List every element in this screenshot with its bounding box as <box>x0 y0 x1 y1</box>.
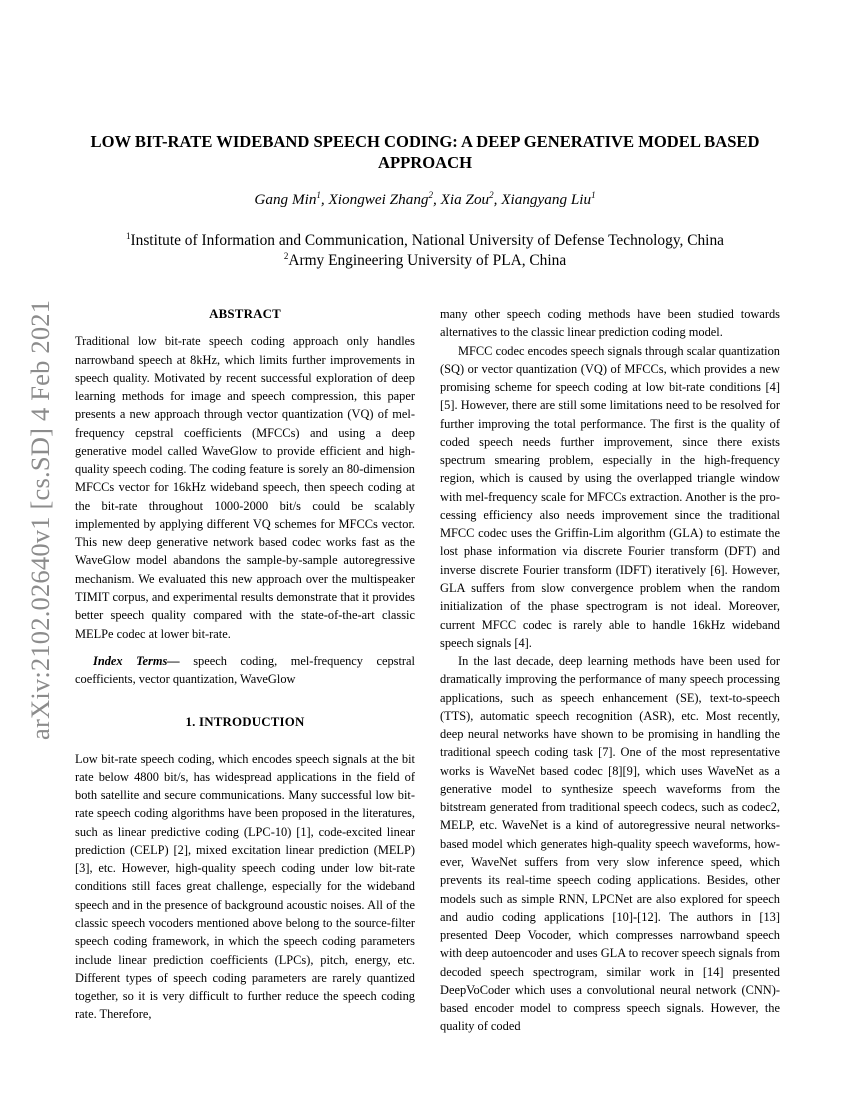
author-name: Xiangyang Liu <box>501 191 592 208</box>
intro-paragraph: In the last decade, deep learning methods have been used for dramatically improving the performance of many speech processing applications, such as speech enhancement (SE), text-to-speech (TTS), automatic speech recognition (ASR), etc. Most recently, deep neural networks have shown to be promising in handling the traditional speech coding task [7]. One of the most representative works is WaveNet based codec [8][9], which uses WaveNet as a generative model to synthesize speech waveforms from the bitstream generated from traditional speech codecs, such as codec2, MELP, etc. WaveNet is a kind of autoregressive neural networks-based model which generates high-quality speech waveforms, however, WaveNet suffers from very slow inference speed, which prevents its real-time speech coding applications. Besides, other models such as simple RNN, LPCNet are also explored for speech and audio coding applications [10]-[12]. The authors in [13] presented Deep Vocoder, which compresses narrowband speech with deep autoencoder and uses GLA to recover speech signals from decoded speech spectrogram, similar work in [14] presented DeepVoCoder which uses a convolutional neural network (CNN)-based encoder model to compress speech signals. However, the quality of coded <box>440 654 780 1034</box>
author-name: Xiongwei Zhang <box>328 191 429 208</box>
intro-paragraph: MFCC codec encodes speech signals through scalar quantization (SQ) or vector quantization (VQ) of MFCCs, which provides a new promising scheme for speech coding at low bit-rate conditions [4][5]. However, there are still some limitations need to be resolved for further improving the total performance. The first is the quality of coded speech needs further improvement, since there exists spectrum smearing problem, especially in the high-frequency region, which is caused by using the overlapped triangle window with mel-frequency scale for MFCCs extraction. Another is the processing efficiency also needs improvement since the traditional MFCC codec uses the Griffin-Lim algorithm (GLA) to estimate the lost phase information via discrete Fourier transform (DFT) and inverse discrete Fourier transform (IDFT) iteratively [6]. However, GLA suffers from slow convergence problem when the random initialization of the phase spectrogram is not ideal. Moreover, current MFCC codec is rarely able to handle 16kHz wideband speech signals [4]. <box>440 343 780 650</box>
author-name: Xia Zou <box>440 191 490 208</box>
paper-title: LOW BIT-RATE WIDEBAND SPEECH CODING: A DEEP GENERATIVE MODEL BASED APPROACH <box>90 132 760 172</box>
author-list: Gang Min$^1$, Xiongwei Zhang$^2$, Xia Zou$^2$, Xiangyang Liu$^1$ <box>254 190 596 208</box>
intro-paragraph: Low bit-rate speech coding, which encodes speech signals at the bit rate below 4800 bit/s, has widespread applications in the field of both satellite and secure communications. Many successful low bit-rate speech coding algorithms have been proposed in the literatures, such as linear predictive coding (LPC-10) [1], code-excited linear prediction (CELP) [2], mixed excitation linear prediction (MELP) [3], etc. However, high-quality speech coding under low bit-rate conditions still faces great challenge, especially for the wideband speech and in the presence of background acoustic noises. All of the classic speech vocoders mentioned above belong to the source-filter speech coding framework, in which the speech coding parameters include linear prediction coefficients (LPCs), pitch, energy, etc. Different types of speech coding parameters are rarely quantized together, so it is very difficult to further reduce the speech coding rate. Therefore, <box>75 751 415 1022</box>
affiliation-list <box>70 231 780 270</box>
author-affiliation-mark: 2 <box>489 190 494 200</box>
intro-paragraph: many other speech coding methods have been studied towards alternatives to the classic linear prediction coding model. <box>440 307 780 340</box>
author-name: Gang Min <box>254 191 317 208</box>
affiliation <box>70 251 780 271</box>
author-affiliation-mark: 1 <box>591 190 596 200</box>
affiliation-number: 1 <box>126 231 131 241</box>
affiliation <box>70 231 780 251</box>
affiliation-number: 2 <box>283 250 289 261</box>
abstract-heading: ABSTRACT <box>209 307 281 321</box>
arxiv-identifier-stamp: arXiv:2102.02640v1 [cs.SD] 4 Feb 2021 <box>25 299 55 740</box>
abstract-text: Traditional low bit-rate speech coding approach only handles narrowband speech at 8kHz, which limits further improvements in speech quality. Motivated by recent successful exploration of deep learning methods for image and speech compression, this paper presents a new approach through vector quantization (VQ) of mel-frequency cepstral coefficients (MFCCs) and using a deep generative model called WaveGlow to provide efficient and high-quality speech coding. The coding feature is sorely an 80-dimension MFCCs vector for 16kHz wideband speech, then speech coding at the bit-rate throughout 1000-2000 bit/s could be scalably implemented by applying different VQ schemes for MFCCs vector. This new deep generative network based codec works fast as the WaveGlow model abandons the sample-by-sample autoregressive mechanism. We evaluated this new approach over the multispeaker TIMIT corpus, and experimental results demonstrate that it provides better speech quality compared with the state-of-the-art classic MELPe codec at lower bit-rate. <box>75 334 415 641</box>
index-terms <box>75 652 415 689</box>
right-column <box>440 305 780 1036</box>
index-terms-label: Index Terms— <box>93 653 180 668</box>
introduction-heading: 1. INTRODUCTION <box>185 715 305 730</box>
author-affiliation-mark: 1 <box>316 190 321 200</box>
index-terms-text: speech coding, mel-frequency cepstral coefficients, vector quantization, WaveGlow <box>75 653 415 687</box>
affiliation-text: Institute of Information and Communication, National University of Defense Technology, China <box>130 232 724 249</box>
affiliation-text: Army Engineering University of PLA, China <box>288 251 567 269</box>
author-affiliation-mark: 2 <box>428 190 434 200</box>
left-column <box>75 305 415 1024</box>
